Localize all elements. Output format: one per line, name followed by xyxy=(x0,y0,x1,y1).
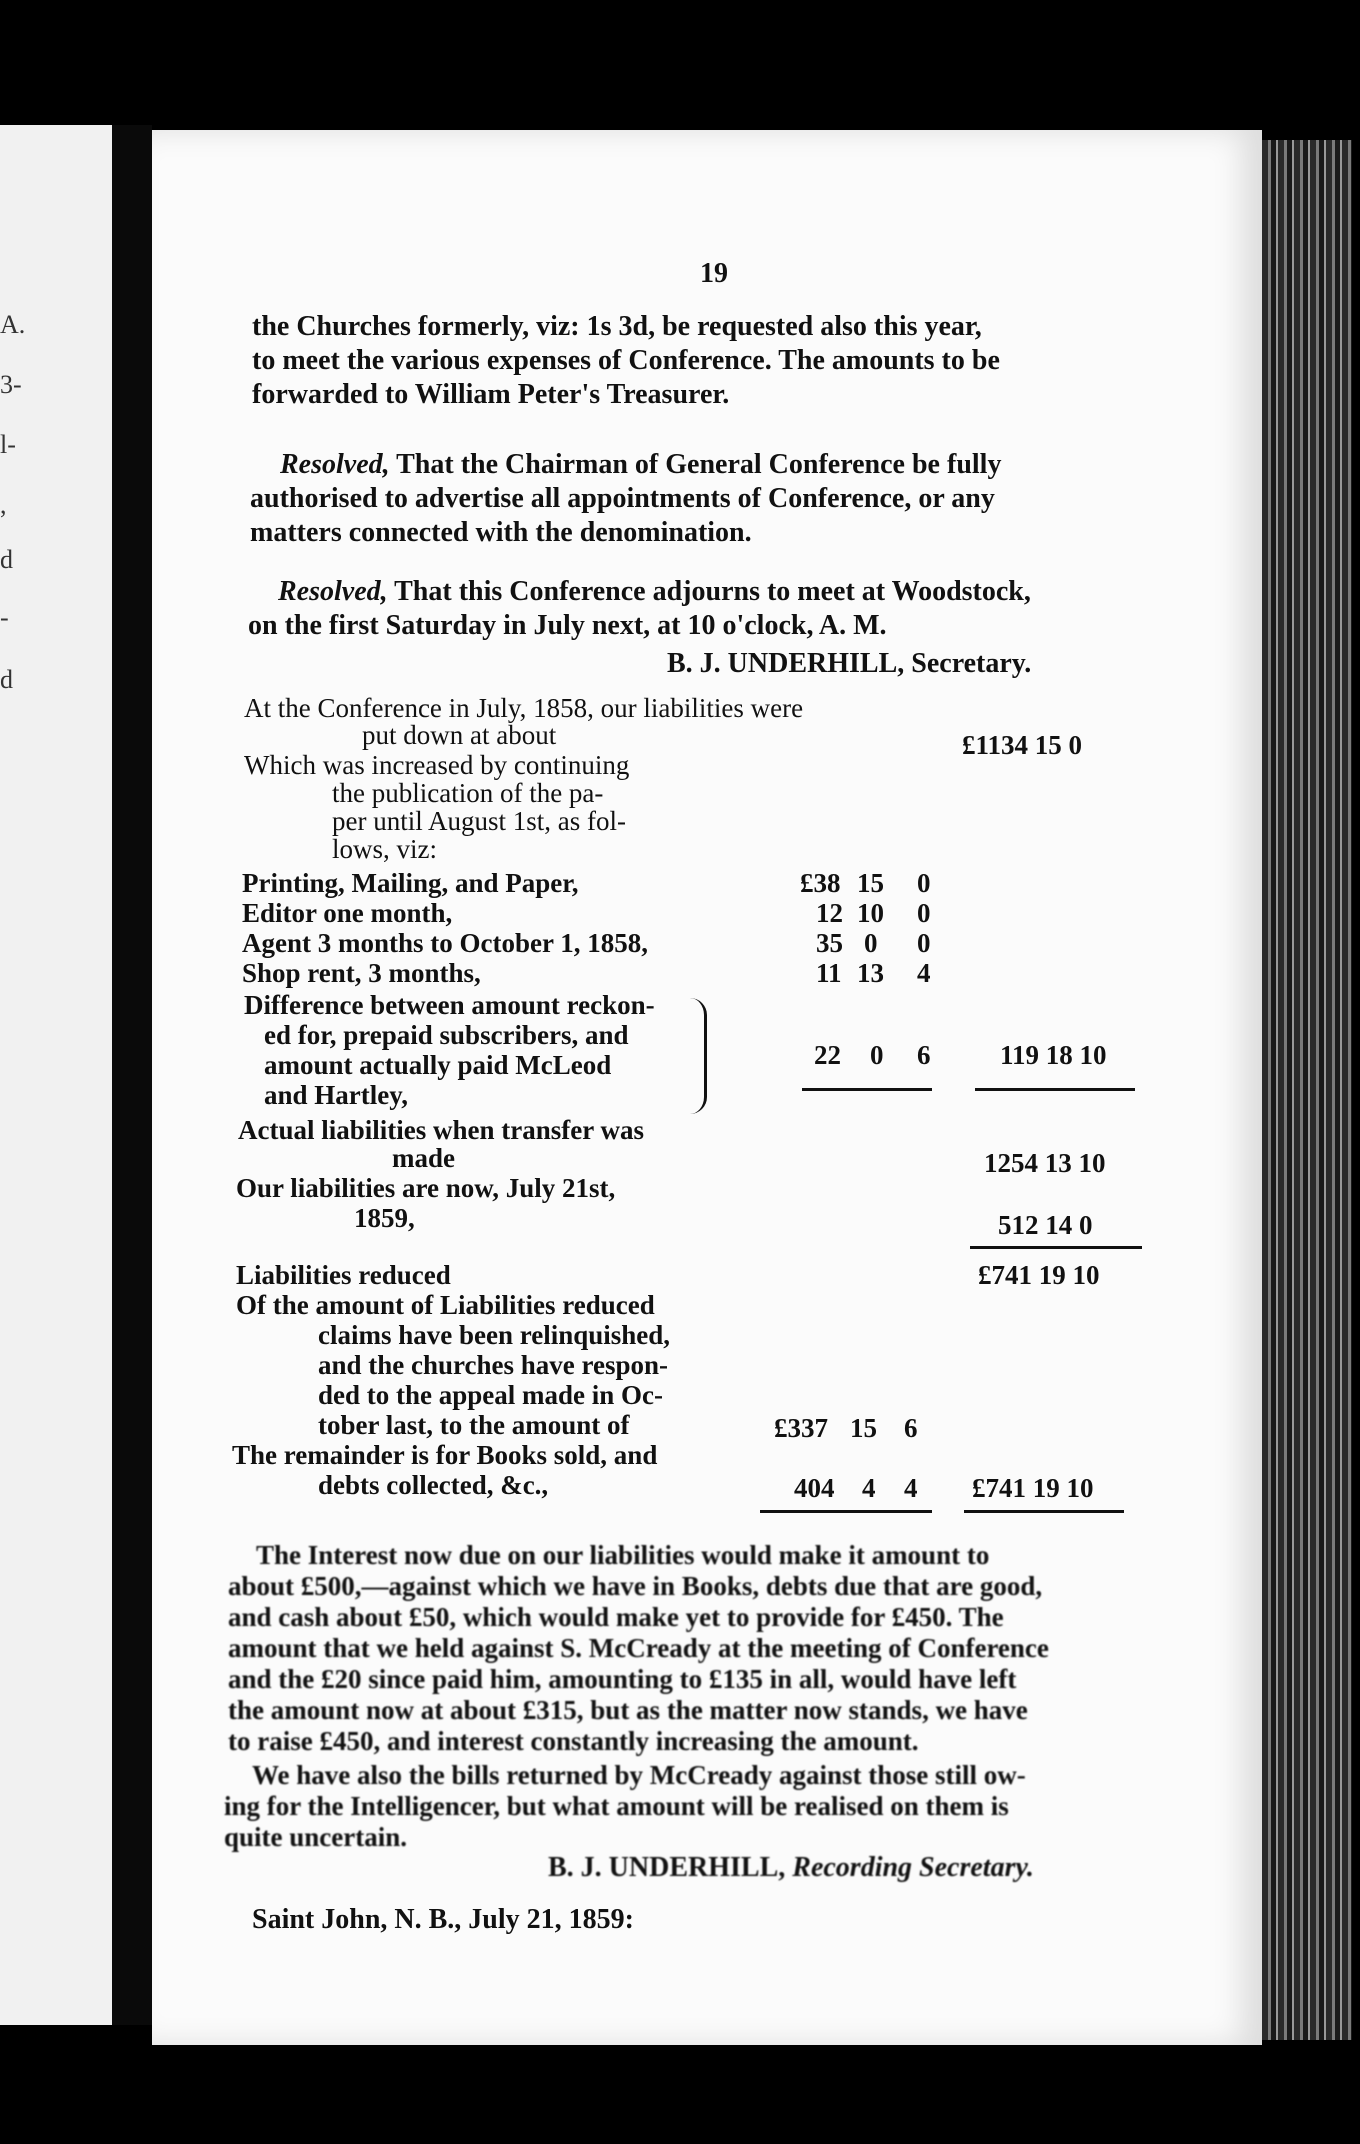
remainder-pounds: 404 xyxy=(794,1473,835,1503)
facing-page-fragment: d xyxy=(0,545,13,574)
text-line: amount that we held against S. McCready at the meeting of Conference xyxy=(228,1633,1049,1663)
reduced-label: Liabilities reduced xyxy=(236,1260,451,1290)
facing-page-fragment: A. xyxy=(0,310,26,339)
relinquished-pence: 6 xyxy=(904,1413,918,1443)
expense-shillings: 10 xyxy=(857,898,884,928)
expense-shillings: 13 xyxy=(857,958,884,988)
expense-label: Editor one month, xyxy=(242,898,453,928)
paragraph-interest xyxy=(228,1540,1049,1757)
text-line: That this Conference adjourns to meet at Woodstock, xyxy=(387,576,1031,607)
text-line: ing for the Intelligencer, but what amount will be realised on them is xyxy=(224,1791,1009,1821)
facing-page-fragment: l- xyxy=(0,430,16,459)
difference-pence: 6 xyxy=(917,1040,931,1070)
facing-page-fragment: 3- xyxy=(0,370,22,399)
text-line: That the Chairman of General Conference be fully xyxy=(389,449,1002,480)
brace xyxy=(690,998,707,1114)
sum-rule xyxy=(802,1088,932,1091)
account-line: claims have been relinquished, xyxy=(318,1320,671,1350)
final-total: £741 19 10 xyxy=(972,1473,1094,1503)
account-line: Which was increased by continuing xyxy=(244,750,630,780)
account-line: Actual liabilities when transfer was xyxy=(238,1115,644,1145)
reduced-total: £741 19 10 xyxy=(978,1260,1100,1290)
relinquished-shillings: 15 xyxy=(850,1413,877,1443)
text-line: quite uncertain. xyxy=(224,1822,408,1852)
opening-total: £1134 15 0 xyxy=(962,730,1083,760)
actual-total: 1254 13 10 xyxy=(984,1148,1106,1178)
page-edges xyxy=(1262,140,1352,2040)
facing-page-fragment: - xyxy=(0,603,9,632)
expense-pence: 0 xyxy=(917,868,931,898)
text-line: on the first Saturday in July next, at 10 o'clock, A. M. xyxy=(248,610,887,641)
printed-page xyxy=(152,130,1262,2045)
expense-pounds: £38 xyxy=(800,868,841,898)
account-line: The remainder is for Books sold, and xyxy=(232,1440,658,1470)
account-line: amount actually paid McLeod xyxy=(264,1050,612,1080)
text-line: to raise £450, and interest constantly increasing the amount. xyxy=(228,1726,919,1756)
paragraph-bills xyxy=(224,1760,1026,1853)
signature-title: Recording Secretary. xyxy=(792,1852,1034,1883)
facing-page-fragment: d xyxy=(0,665,13,694)
paragraph-contributions xyxy=(252,310,1000,412)
account-line: Difference between amount reckon- xyxy=(244,990,655,1020)
relinquished-pounds: £337 xyxy=(774,1413,828,1443)
expense-label: Shop rent, 3 months, xyxy=(242,958,481,988)
expense-pounds: 12 xyxy=(816,898,843,928)
secretary-signature: B. J. UNDERHILL, Secretary. xyxy=(667,648,1032,679)
text-line: We have also the bills returned by McCready against those still ow- xyxy=(252,1760,1026,1790)
account-line: debts collected, &c., xyxy=(318,1470,549,1500)
account-line: lows, viz: xyxy=(332,834,437,864)
account-line: ed for, prepaid subscribers, and xyxy=(264,1020,629,1050)
paragraph-resolution-advertise xyxy=(250,448,1001,550)
resolved-label: Resolved, xyxy=(278,576,388,607)
expense-shillings: 15 xyxy=(857,868,884,898)
expense-pounds: 11 xyxy=(816,958,842,988)
account-line: Our liabilities are now, July 21st, xyxy=(236,1173,616,1203)
expense-label: Printing, Mailing, and Paper, xyxy=(242,868,579,898)
expense-pence: 0 xyxy=(917,928,931,958)
account-line: 1859, xyxy=(354,1203,415,1233)
paragraph-resolution-adjourn xyxy=(248,575,1031,643)
account-line: and the churches have respon- xyxy=(318,1350,669,1380)
account-line: made xyxy=(392,1143,455,1173)
signature-name: B. J. UNDERHILL, xyxy=(548,1852,786,1883)
account-line: the publication of the pa- xyxy=(332,778,604,808)
text-line: The Interest now due on our liabilities would make it amount to xyxy=(256,1540,990,1570)
facing-page xyxy=(0,125,112,2025)
remainder-shillings: 4 xyxy=(862,1473,876,1503)
difference-pounds: 22 xyxy=(814,1040,841,1070)
dateline: Saint John, N. B., July 21, 1859: xyxy=(252,1904,634,1935)
sum-rule xyxy=(760,1510,932,1513)
increase-total: 119 18 10 xyxy=(1000,1040,1107,1070)
facing-page-fragment: , xyxy=(0,490,7,519)
text-line: and cash about £50, which would make yet to provide for £450. The xyxy=(228,1602,1004,1632)
current-total: 512 14 0 xyxy=(998,1210,1093,1240)
text-line: the Churches formerly, viz: 1s 3d, be requested also this year, xyxy=(252,311,982,342)
account-line: At the Conference in July, 1858, our liabilities were xyxy=(244,693,804,723)
sum-rule xyxy=(975,1088,1135,1091)
text-line: forwarded to William Peter's Treasurer. xyxy=(252,379,730,410)
expense-pence: 4 xyxy=(917,958,931,988)
text-line: to meet the various expenses of Conference. The amounts to be xyxy=(252,345,1000,376)
expense-shillings: 0 xyxy=(864,928,878,958)
recording-secretary-signature xyxy=(548,1852,1034,1884)
text-line: authorised to advertise all appointments of Conference, or any xyxy=(250,483,995,514)
account-line: and Hartley, xyxy=(264,1080,409,1110)
account-line: put down at about xyxy=(362,720,557,750)
sum-rule xyxy=(964,1510,1124,1513)
expense-label: Agent 3 months to October 1, 1858, xyxy=(242,928,648,958)
remainder-pence: 4 xyxy=(904,1473,918,1503)
text-line: matters connected with the denomination. xyxy=(250,517,752,548)
account-line: ded to the appeal made in Oc- xyxy=(318,1380,664,1410)
expense-pence: 0 xyxy=(917,898,931,928)
account-line: per until August 1st, as fol- xyxy=(332,806,626,836)
resolved-label: Resolved, xyxy=(280,449,390,480)
text-line: about £500,—against which we have in Books, debts due that are good, xyxy=(228,1571,1043,1601)
difference-shillings: 0 xyxy=(870,1040,884,1070)
text-line: the amount now at about £315, but as the matter now stands, we have xyxy=(228,1695,1028,1725)
account-line: Of the amount of Liabilities reduced xyxy=(236,1290,655,1320)
book-gutter xyxy=(112,125,152,2025)
expense-pounds: 35 xyxy=(816,928,843,958)
text-line: and the £20 since paid him, amounting to £135 in all, would have left xyxy=(228,1664,1017,1694)
page-number: 19 xyxy=(700,258,728,289)
sum-rule xyxy=(970,1246,1142,1249)
account-line: tober last, to the amount of xyxy=(318,1410,630,1440)
